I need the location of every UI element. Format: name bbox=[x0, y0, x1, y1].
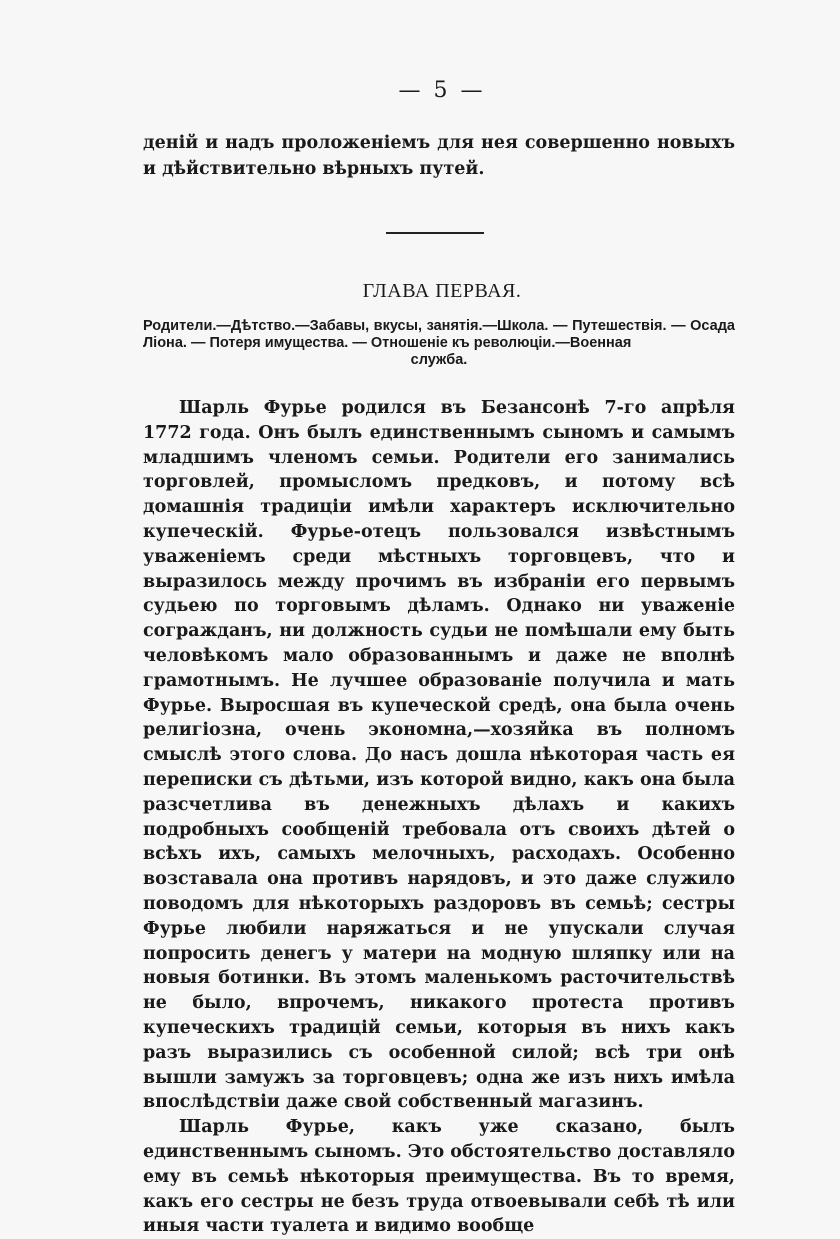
section-divider bbox=[386, 232, 484, 234]
paragraph-1: Шарль Фурье родился въ Безансонѣ 7-го апрѣля 1772 года. Онъ былъ единственнымъ сыномъ и самымъ младшимъ членомъ семьи. Родители его занимались торговлей, промысломъ предковъ, и потому всѣ домашнія традиціи имѣли характеръ исключительно купеческій. Фурье-отецъ пользовался извѣстнымъ уваженіемъ среди мѣстныхъ торговцевъ, что и выразилось между прочимъ въ избраніи его первымъ судьею по торговымъ дѣламъ. Однако ни уваженіе согражданъ, ни должность судьи не помѣшали ему быть человѣкомъ мало образованнымъ и даже не вполнѣ грамотнымъ. Не лучшее образованіе получила и мать Фурье. Выросшая въ купеческой средѣ, она была очень религіозна, очень экономна,—хозяйка въ полномъ смыслѣ этого слова. До насъ дошла нѣкоторая часть ея переписки съ дѣтьми, изъ которой видно, какъ она была разсчетлива въ денежныхъ дѣлахъ и какихъ подробныхъ сообщеній требовала отъ своихъ дѣтей о всѣхъ ихъ, самыхъ мелочныхъ, расходахъ. Особенно возставала она противъ нарядовъ, и это даже служило поводомъ для нѣкоторыхъ раздоровъ въ семьѣ; сестры Фурье любили наряжаться и не упускали случая попросить денегъ у матери на модную шляпку или на новыя ботинки. Въ этомъ маленькомъ расточительствѣ не было, впрочемъ, никакого протеста противъ купеческихъ традицій семьи, которыя въ нихъ какъ разъ выразились съ особенной силой; всѣ три онѣ вышли замужъ за торговцевъ; одна же изъ нихъ имѣла впослѣдствіи даже свой собственный магазинъ. bbox=[143, 398, 735, 1113]
page-number: — 5 — bbox=[398, 78, 486, 103]
intro-paragraph bbox=[143, 130, 735, 182]
chapter-title: ГЛАВА ПЕРВАЯ. bbox=[362, 280, 522, 302]
chapter-summary bbox=[143, 318, 735, 369]
chapter-summary-last: служба. bbox=[410, 352, 468, 368]
intro-text: деній и надъ проложеніемъ для нея совершенно новыхъ и дѣйствительно вѣрныхъ путей. bbox=[143, 133, 735, 179]
paragraph-2: Шарль Фурье, какъ уже сказано, былъ единственнымъ сыномъ. Это обстоятельство доставляло ему въ семьѣ нѣкоторыя преимущества. Въ то время, какъ его сестры не безъ труда отвоевывали себѣ тѣ или иныя части туалета и видимо вообще bbox=[143, 1117, 735, 1237]
chapter-summary-main: Родители.—Дѣтство.—Забавы, вкусы, занятія.—Школа. — Путешествія. — Осада Ліона. — Потеря имущества. — Отношеніе къ революціи.—Военная bbox=[143, 318, 735, 351]
body-text bbox=[143, 396, 735, 1239]
